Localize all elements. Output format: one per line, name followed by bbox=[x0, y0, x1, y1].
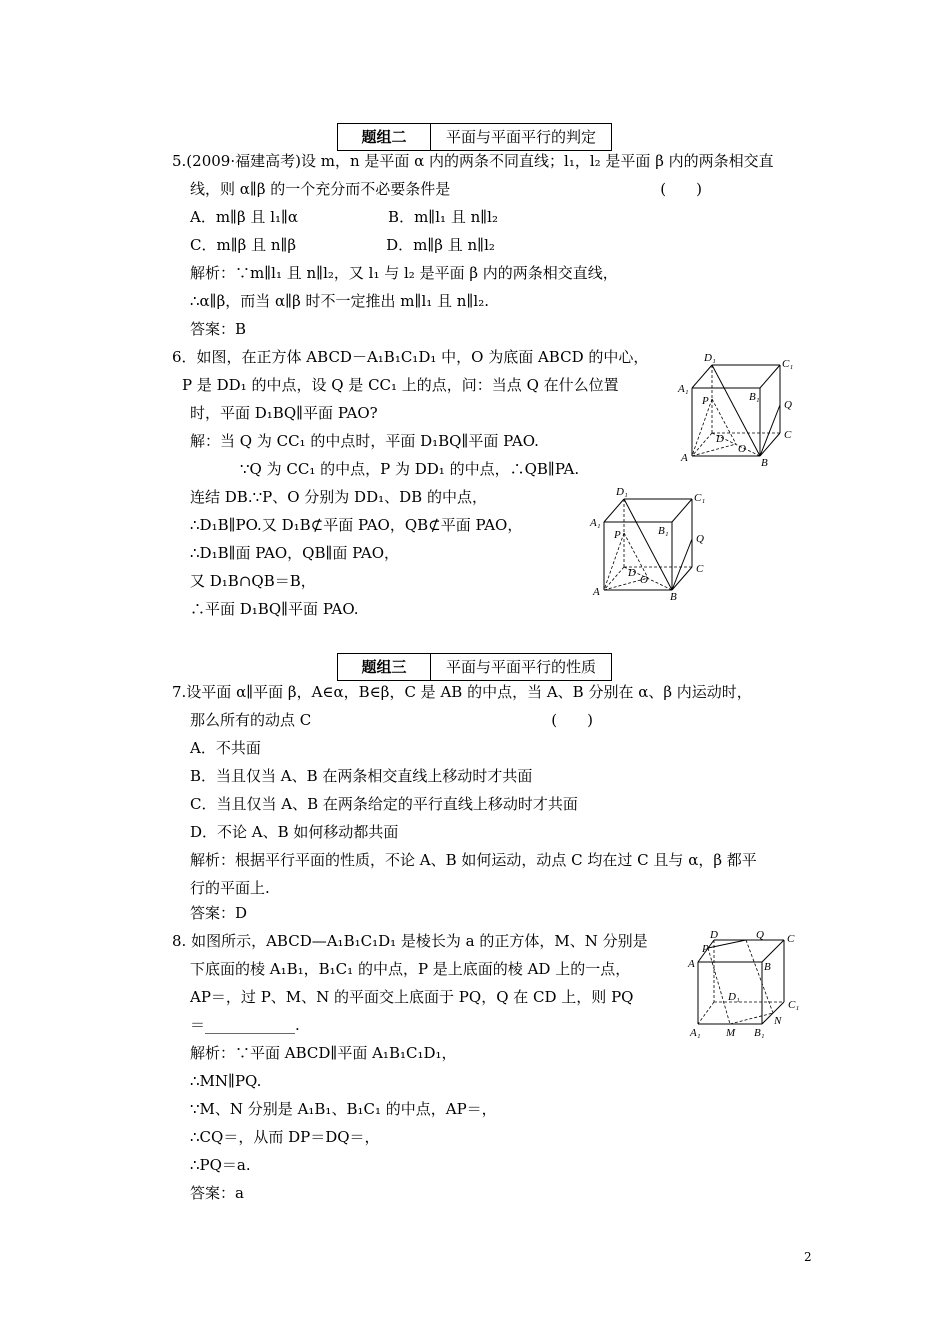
svg-text:C: C bbox=[784, 429, 792, 441]
q8-line-2: AP＝，过 P、M、N 的平面交上底面于 PQ，Q 在 CD 上，则 PQ bbox=[190, 988, 634, 1006]
page-number: 2 bbox=[804, 1250, 812, 1264]
svg-text:B₁: B₁ bbox=[754, 1027, 765, 1039]
svg-text:C₁: C₁ bbox=[782, 358, 794, 370]
svg-text:Q: Q bbox=[756, 929, 764, 941]
svg-text:D: D bbox=[716, 433, 724, 445]
svg-text:D: D bbox=[710, 929, 718, 941]
q8-line-3: ＝____________. bbox=[190, 1016, 300, 1034]
q6-line-1: P 是 DD₁ 的中点，设 Q 是 CC₁ 上的点，问：当点 Q 在什么位置 bbox=[182, 376, 619, 394]
q6-line-4: ∵Q 为 CC₁ 的中点，P 为 DD₁ 的中点，∴QB∥PA. bbox=[240, 460, 580, 478]
svg-text:P: P bbox=[702, 395, 709, 407]
svg-text:A₁: A₁ bbox=[690, 1027, 701, 1039]
svg-text:C: C bbox=[696, 563, 704, 575]
svg-text:O: O bbox=[640, 574, 648, 586]
q7-analysis-1: 解析：根据平行平面的性质，不论 A、B 如何运动，动点 C 均在过 C 且与 α，β 都平 bbox=[190, 851, 757, 869]
q5-analysis-1: 解析：∵m∥l₁ 且 n∥l₂，又 l₁ 与 l₂ 是平面 β 内的两条相交直线， bbox=[190, 264, 618, 282]
svg-text:P: P bbox=[614, 529, 621, 541]
q8-analysis-3: ∵M、N 分别是 A₁B₁、B₁C₁ 的中点，AP＝， bbox=[190, 1100, 497, 1118]
q7-line-0: 7.设平面 α∥平面 β，A∈α，B∈β，C 是 AB 的中点，当 A、B 分别在 α、β 内运动时， bbox=[172, 683, 752, 701]
section-header-2 bbox=[337, 123, 612, 151]
q5-line-1: 线，则 α∥β 的一个充分而不必要条件是 ( ) bbox=[190, 180, 702, 198]
svg-text:C: C bbox=[787, 933, 795, 945]
q8-analysis-2: ∴MN∥PQ. bbox=[190, 1072, 262, 1090]
svg-text:B₁: B₁ bbox=[658, 525, 669, 537]
svg-text:N: N bbox=[774, 1015, 782, 1027]
svg-text:A: A bbox=[688, 958, 695, 970]
section-header-title: 平面与平面平行的判定 bbox=[445, 128, 596, 146]
q7-option-b: B．当且仅当 A、B 在两条相交直线上移动时才共面 bbox=[190, 767, 533, 785]
svg-text:A₁: A₁ bbox=[678, 383, 689, 395]
svg-text:A: A bbox=[593, 586, 600, 598]
svg-text:M: M bbox=[726, 1027, 736, 1039]
svg-text:B: B bbox=[761, 457, 768, 468]
q7-option-a: A．不共面 bbox=[190, 739, 261, 757]
q5-option-ab: A．m∥β 且 l₁∥α B．m∥l₁ 且 n∥l₂ bbox=[190, 208, 498, 226]
q5-line-0: 5.(2009·福建高考)设 m，n 是平面 α 内的两条不同直线；l₁，l₂ 是平面 β 内的两条相交直 bbox=[172, 152, 774, 170]
q8-analysis-1: 解析：∵平面 ABCD∥平面 A₁B₁C₁D₁， bbox=[190, 1044, 457, 1062]
svg-text:Q: Q bbox=[784, 399, 792, 411]
q7-analysis-2: 行的平面上. bbox=[190, 879, 270, 897]
svg-text:A: A bbox=[681, 452, 688, 464]
svg-text:B₁: B₁ bbox=[749, 391, 760, 403]
svg-text:D: D bbox=[628, 567, 636, 579]
q7-option-c: C．当且仅当 A、B 在两条给定的平行直线上移动时才共面 bbox=[190, 795, 578, 813]
svg-text:D₁: D₁ bbox=[728, 991, 740, 1003]
q5-answer: 答案：B bbox=[190, 320, 247, 338]
q6-line-3: 解：当 Q 为 CC₁ 的中点时，平面 D₁BQ∥平面 PAO. bbox=[190, 432, 539, 450]
q8-line-0: 8. 如图所示，ABCD—A₁B₁C₁D₁ 是棱长为 a 的正方体，M、N 分别是 bbox=[172, 932, 648, 950]
q6-line-9: ∴平面 D₁BQ∥平面 PAO. bbox=[190, 600, 359, 618]
q6-line-0: 6．如图，在正方体 ABCD－A₁B₁C₁D₁ 中，O 为底面 ABCD 的中心， bbox=[172, 348, 649, 366]
cube-figure-2 bbox=[584, 482, 734, 602]
section-header-label: 题组二 bbox=[338, 124, 431, 150]
svg-text:C₁: C₁ bbox=[788, 999, 800, 1011]
q8-answer: 答案：a bbox=[190, 1184, 244, 1202]
svg-text:A₁: A₁ bbox=[590, 517, 601, 529]
svg-text:P: P bbox=[702, 943, 709, 955]
q6-line-8: 又 D₁B∩QB＝B， bbox=[190, 572, 316, 590]
q6-line-5: 连结 DB.∵P、O 分别为 DD₁、DB 的中点， bbox=[190, 488, 487, 506]
q7-line-1: 那么所有的动点 C ( ) bbox=[190, 711, 593, 729]
q8-analysis-4: ∴CQ＝，从而 DP＝DQ＝， bbox=[190, 1128, 380, 1146]
svg-text:Q: Q bbox=[696, 533, 704, 545]
cube-figure-3 bbox=[686, 928, 816, 1043]
q6-line-2: 时，平面 D₁BQ∥平面 PAO? bbox=[190, 404, 378, 422]
q8-line-1: 下底面的棱 A₁B₁，B₁C₁ 的中点，P 是上底面的棱 AD 上的一点， bbox=[190, 960, 631, 978]
cube-figure-1 bbox=[672, 348, 822, 468]
q7-option-d: D．不论 A、B 如何移动都共面 bbox=[190, 823, 399, 841]
q5-option-cd: C．m∥β 且 n∥β D．m∥β 且 n∥l₂ bbox=[190, 236, 495, 254]
svg-text:B: B bbox=[764, 961, 771, 973]
q5-analysis-2: ∴α∥β，而当 α∥β 时不一定推出 m∥l₁ 且 n∥l₂. bbox=[190, 292, 489, 310]
svg-text:O: O bbox=[738, 443, 746, 455]
section-header-3 bbox=[337, 653, 612, 681]
q6-line-6: ∴D₁B∥PO.又 D₁B⊄平面 PAO，QB⊄平面 PAO， bbox=[190, 516, 523, 534]
q7-answer: 答案：D bbox=[190, 904, 248, 922]
q6-line-7: ∴D₁B∥面 PAO，QB∥面 PAO， bbox=[190, 544, 400, 562]
svg-text:D₁: D₁ bbox=[704, 352, 716, 364]
section-header-label: 题组三 bbox=[338, 654, 431, 680]
svg-text:B: B bbox=[670, 591, 677, 602]
svg-text:D₁: D₁ bbox=[616, 486, 628, 498]
q8-analysis-5: ∴PQ＝a. bbox=[190, 1156, 251, 1174]
svg-text:C₁: C₁ bbox=[694, 492, 706, 504]
section-header-title: 平面与平面平行的性质 bbox=[445, 658, 596, 676]
